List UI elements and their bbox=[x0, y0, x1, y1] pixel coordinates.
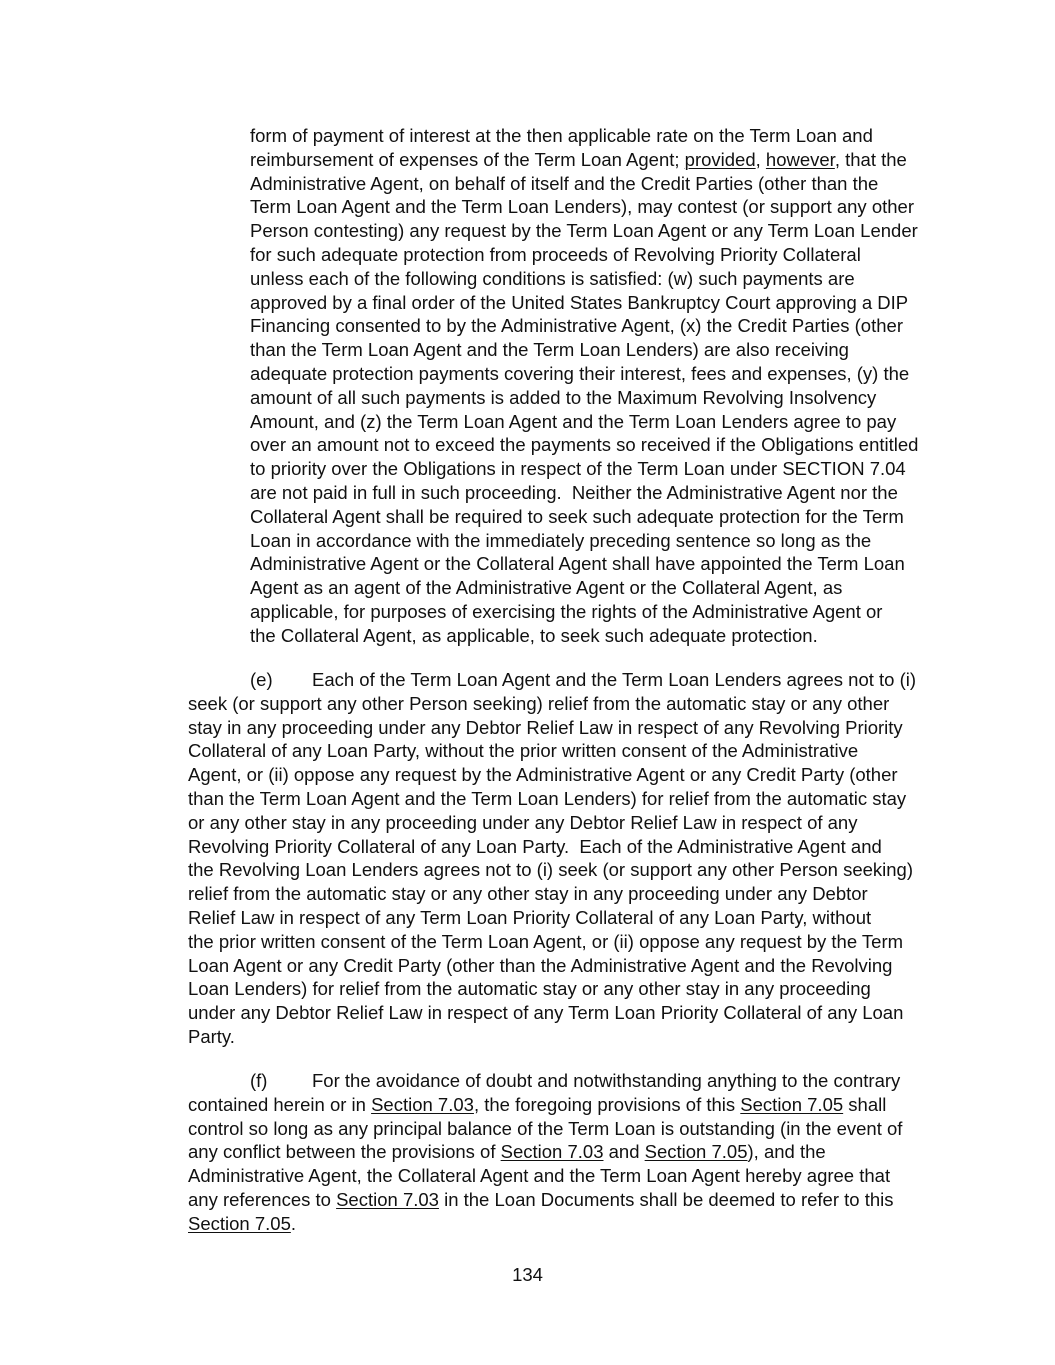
text-line bbox=[188, 858, 940, 882]
text-line bbox=[250, 267, 940, 291]
paragraph-d-continuation bbox=[250, 124, 940, 648]
text-segment: Term Loan Agent and the Term Loan Lenders), may contest (or support any other bbox=[250, 196, 914, 218]
text-segment: Revolving Priority Collateral of any Loan Party. Each of the Administrative Agent and bbox=[188, 835, 882, 857]
text-segment: Administrative Agent, on behalf of itself and the Credit Parties (other than the bbox=[250, 172, 879, 194]
text-line bbox=[250, 457, 940, 481]
text-line bbox=[188, 1093, 940, 1117]
paragraph-label: (f) bbox=[250, 1070, 268, 1091]
text-line bbox=[250, 386, 940, 410]
underlined-text: Section 7.05 bbox=[740, 1093, 844, 1115]
text-line bbox=[188, 1140, 940, 1164]
text-line bbox=[188, 882, 940, 906]
text-segment: Financing consented to by the Administrative Agent, (x) the Credit Parties (other bbox=[250, 315, 903, 337]
text-line bbox=[188, 668, 940, 692]
text-segment: seek (or support any other Person seeking) relief from the automatic stay or any other bbox=[188, 692, 890, 714]
text-segment: the prior written consent of the Term Loan Agent, or (ii) oppose any request by the Term bbox=[188, 930, 904, 952]
text-line bbox=[188, 977, 940, 1001]
text-segment: Loan Lenders) for relief from the automatic stay or any other stay in any proceeding bbox=[188, 978, 871, 1000]
paragraph-label: (e) bbox=[250, 669, 273, 690]
underlined-text: Section 7.05 bbox=[188, 1212, 291, 1234]
text-segment: Agent, or (ii) oppose any request by the Administrative Agent or any Credit Party (other bbox=[188, 764, 898, 786]
text-segment: shall bbox=[843, 1093, 887, 1115]
text-segment: Each of the Term Loan Agent and the Term Loan Lenders agrees not to (i) bbox=[312, 669, 917, 690]
underlined-text: Section 7.03 bbox=[336, 1188, 439, 1210]
paragraph-e bbox=[188, 668, 940, 1049]
text-segment: , the foregoing provisions of this bbox=[473, 1093, 741, 1115]
text-segment: Collateral Agent shall be required to seek such adequate protection for the Term bbox=[250, 505, 904, 527]
text-segment: Administrative Agent, the Collateral Agent and the Term Loan Agent hereby agree that bbox=[188, 1165, 891, 1187]
text-segment: or any other stay in any proceeding under any Debtor Relief Law in respect of any bbox=[188, 811, 858, 833]
text-segment: ), and the bbox=[747, 1141, 826, 1163]
text-segment: Relief Law in respect of any Term Loan Priority Collateral of any Loan Party, without bbox=[188, 906, 872, 928]
text-line bbox=[250, 219, 940, 243]
text-segment: For the avoidance of doubt and notwithstanding anything to the contrary bbox=[312, 1070, 901, 1091]
text-segment: form of payment of interest at the then applicable rate on the Term Loan and bbox=[250, 125, 873, 146]
text-line bbox=[250, 600, 940, 624]
text-line bbox=[188, 954, 940, 978]
text-line bbox=[188, 763, 940, 787]
text-segment: control so long as any principal balance of the Term Loan is outstanding (in the event of bbox=[188, 1117, 903, 1139]
text-line bbox=[188, 716, 940, 740]
text-line bbox=[250, 314, 940, 338]
text-line bbox=[250, 624, 940, 648]
text-segment: any references to bbox=[188, 1188, 337, 1210]
text-line bbox=[250, 481, 940, 505]
text-segment: Loan Agent or any Credit Party (other than the Administrative Agent and the Revolving bbox=[188, 954, 893, 976]
text-line bbox=[188, 906, 940, 930]
text-segment: under any Debtor Relief Law in respect of any Term Loan Priority Collateral of any Loan bbox=[188, 1002, 904, 1024]
text-line bbox=[188, 1164, 940, 1188]
text-line bbox=[188, 739, 940, 763]
underlined-text: Section 7.03 bbox=[500, 1141, 604, 1163]
text-line bbox=[188, 1001, 940, 1025]
text-segment: Party. bbox=[188, 1025, 235, 1047]
text-line bbox=[250, 195, 940, 219]
text-segment: , bbox=[755, 148, 766, 170]
text-line bbox=[250, 148, 940, 172]
text-segment: than the Term Loan Agent and the Term Loan Lenders) for relief from the automatic stay bbox=[188, 787, 907, 809]
page-number: 134 bbox=[512, 1264, 543, 1285]
text-segment: unless each of the following conditions is satisfied: (w) such payments are bbox=[250, 267, 855, 289]
text-line bbox=[250, 576, 940, 600]
text-segment: Agent as an agent of the Administrative Agent or the Collateral Agent, as bbox=[250, 577, 843, 599]
text-line bbox=[250, 291, 940, 315]
text-line bbox=[188, 835, 940, 859]
text-line bbox=[188, 692, 940, 716]
text-line bbox=[250, 338, 940, 362]
text-segment: for such adequate protection from proceeds of Revolving Priority Collateral bbox=[250, 243, 861, 265]
text-segment: the Revolving Loan Lenders agrees not to (i) seek (or support any other Person seeking) bbox=[188, 859, 913, 881]
text-segment: over an amount not to exceed the payments so received if the Obligations entitled bbox=[250, 434, 919, 456]
text-line bbox=[188, 930, 940, 954]
text-line bbox=[188, 787, 940, 811]
text-line bbox=[188, 811, 940, 835]
text-segment: to priority over the Obligations in respect of the Term Loan under SECTION 7.04 bbox=[250, 458, 906, 480]
text-segment: amount of all such payments is added to the Maximum Revolving Insolvency bbox=[250, 386, 877, 408]
text-segment: Administrative Agent or the Collateral Agent shall have appointed the Term Loan bbox=[250, 553, 905, 575]
text-line bbox=[188, 1212, 940, 1236]
text-line bbox=[250, 362, 940, 386]
text-line bbox=[188, 1188, 940, 1212]
text-line bbox=[250, 505, 940, 529]
text-segment: applicable, for purposes of exercising the rights of the Administrative Agent or bbox=[250, 600, 883, 622]
text-segment: approved by a final order of the United States Bankruptcy Court approving a DIP bbox=[250, 291, 909, 313]
text-segment: , that the bbox=[834, 148, 907, 170]
text-segment: stay in any proceeding under any Debtor Relief Law in respect of any Revolving Priority bbox=[188, 716, 903, 738]
text-segment: relief from the automatic stay or any other stay in any proceeding under any Debtor bbox=[188, 883, 868, 905]
underlined-text: Section 7.03 bbox=[371, 1093, 474, 1115]
text-line bbox=[250, 529, 940, 553]
text-segment: any conflict between the provisions of bbox=[188, 1141, 501, 1163]
text-segment: Loan in accordance with the immediately preceding sentence so long as the bbox=[250, 529, 872, 551]
text-line bbox=[188, 1025, 940, 1049]
text-segment: Collateral of any Loan Party, without the prior written consent of the Administrative bbox=[188, 740, 859, 762]
text-segment: in the Loan Documents shall be deemed to refer to this bbox=[438, 1188, 894, 1210]
text-segment: are not paid in full in such proceeding. Neither the Administrative Agent nor the bbox=[250, 481, 898, 503]
text-segment: Amount, and (z) the Term Loan Agent and the Term Loan Lenders agree to pay bbox=[250, 410, 897, 432]
text-segment: adequate protection payments covering their interest, fees and expenses, (y) the bbox=[250, 362, 910, 384]
text-segment: Person contesting) any request by the Term Loan Agent or any Term Loan Lender bbox=[250, 220, 918, 242]
text-line bbox=[188, 1117, 940, 1141]
underlined-text: Section 7.05 bbox=[644, 1141, 748, 1163]
text-segment: reimbursement of expenses of the Term Loan Agent; bbox=[250, 148, 685, 170]
text-segment: contained herein or in bbox=[188, 1093, 372, 1115]
underlined-text: however bbox=[765, 148, 835, 170]
text-line bbox=[250, 243, 940, 267]
text-line bbox=[188, 1069, 940, 1093]
text-line bbox=[250, 410, 940, 434]
paragraph-f bbox=[188, 1069, 940, 1236]
text-segment: and bbox=[603, 1141, 645, 1163]
underlined-text: provided bbox=[684, 148, 756, 170]
text-segment: the Collateral Agent, as applicable, to seek such adequate protection. bbox=[250, 624, 818, 646]
text-line bbox=[250, 552, 940, 576]
text-segment: than the Term Loan Agent and the Term Loan Lenders) are also receiving bbox=[250, 339, 849, 361]
text-line bbox=[250, 172, 940, 196]
text-line bbox=[250, 433, 940, 457]
text-segment: . bbox=[290, 1212, 296, 1234]
text-line bbox=[250, 124, 940, 148]
